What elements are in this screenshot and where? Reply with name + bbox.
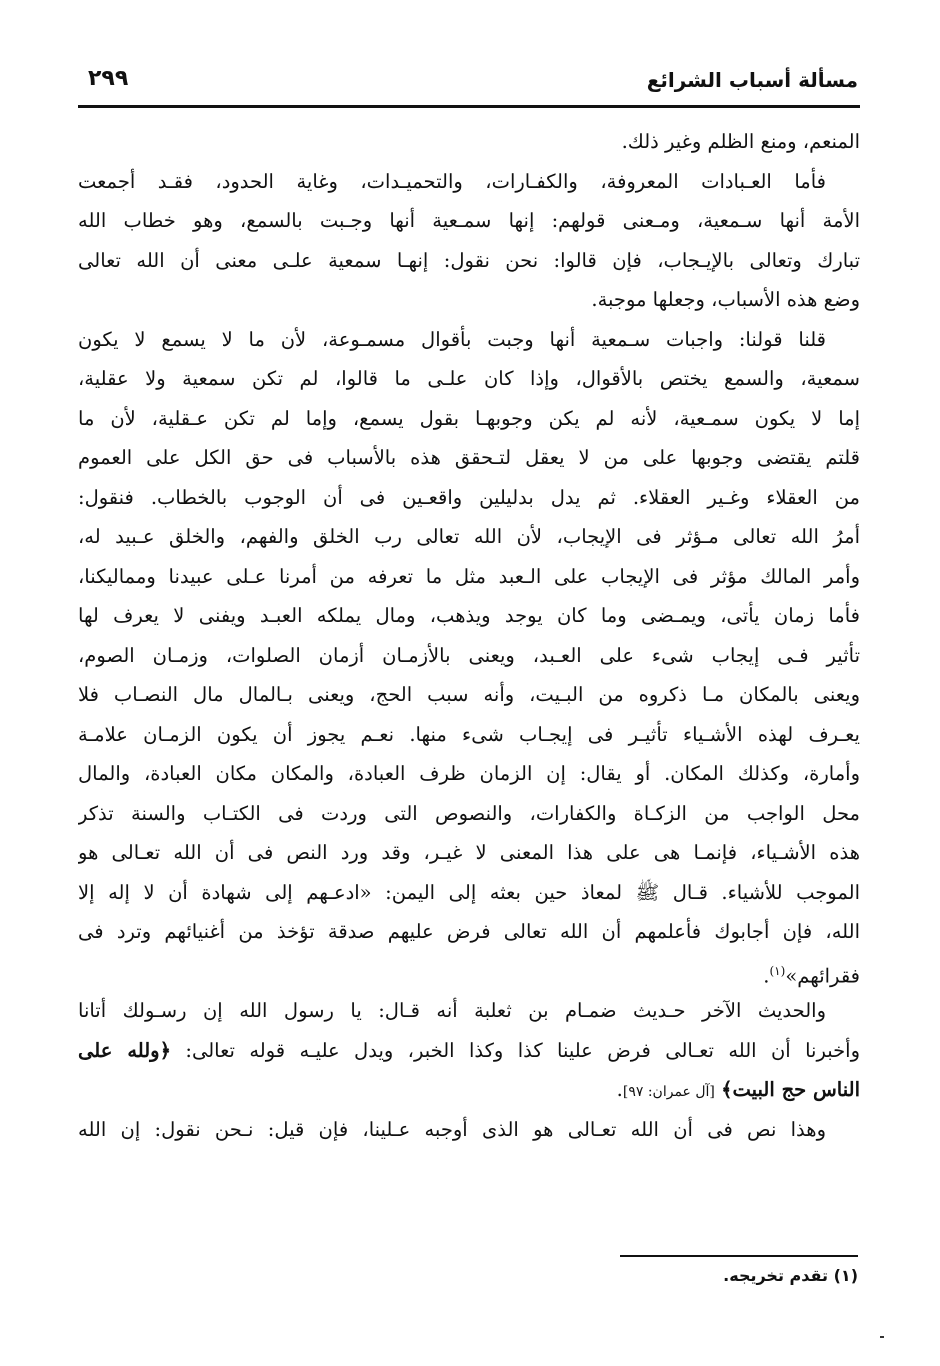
text-line: يعـرف لهذه الأشـياء تأثيـر فى إيجـاب شىء منها. نعـم يجوز أن يكون الزمـان علامـة — [78, 722, 860, 746]
text-line: إما لا يكون سمـعية، لأنه لم يكن وجوبهـا بقول يسمع، وإما لم تكن عـقلية، لأن ما — [78, 406, 860, 430]
paragraph-first-line: فأما العـبادات المعروفة، والكفـارات، والتحميـدات، وغاية الحدود، فقـد أجمعت — [78, 169, 826, 193]
text-line: ويعنى بالمكان مـا ذكروه من البـيت، وأنه سبب الحج، ويعنى بـالمال مال النصـاب فلا — [78, 683, 860, 706]
footnote-divider — [620, 1255, 858, 1257]
text-line: قلتم يقتضى وجوبها على من لا يعقل لتـحقق هذه بالأسباب فى حق الكل على العموم — [78, 446, 860, 469]
running-title: مسألة أسباب الشرائع — [646, 68, 858, 92]
footnote: (١) تقدم تخريجه. — [723, 1266, 858, 1285]
footnote-reference: (١) — [769, 963, 786, 978]
scan-mark — [880, 1336, 884, 1338]
text-line: محل الواجب من الزكـاة والكفارات، والنصوص التى وردت فى الكتـاب والسنة تذكر — [78, 801, 860, 825]
text-line: المنعم، ومنع الظلم وغير ذلك. — [621, 130, 860, 153]
header-divider — [78, 105, 860, 108]
text-line: سمعية، والسمع يختص بالأقوال، وإذا كان علـى ما قالوا، لم تكن سمعية ولا عقلية، — [78, 367, 860, 390]
hadith-end: فقرائهم» — [785, 964, 860, 987]
text-line-with-quran: الناس حج البيت﴾ [آل عمران: ٩٧]. — [616, 1078, 860, 1101]
text-line: تأثير فـى إيجاب شىء على العـبد، ويعنى بالأزمـان أزمان الصلوات، وزمـان الصوم، — [78, 643, 860, 667]
quran-verse-end: الناس حج البيت﴾ — [721, 1078, 860, 1101]
text-line: الأمة أنها سـمعية، ومـعنى قولهم: إنها سمـعية أنها وجـبت بالسمع، وهو خطاب الله — [78, 209, 860, 232]
text-line: وأمر المالك مؤثر فى الإيجاب على الـعبد مثل ما تعرفه من أمرنا عـلى عبيدنا ومماليكنا، — [78, 564, 860, 588]
text-line-with-quran — [78, 1031, 860, 1071]
text-line: وأمارة، وكذلك المكان. أو يقال: إن الزمان ظرف العبادة، والمكان مكان العبادة، والمال — [78, 762, 860, 785]
page-header — [78, 64, 858, 104]
page-number: ٢٩٩ — [88, 66, 129, 91]
text-line: أمرُ الله تعالى مـؤثر فى الإيجاب، لأن الله تعالى رب الخلق والفهم، والخلق عـبيد له، — [78, 525, 860, 548]
text-line: تبارك وتعالى بالإيـجاب، فإن قالوا: نحن نقول: إنهـا سمعية علـى معنى أن الله تعالى — [78, 248, 860, 272]
quran-reference: [آل عمران: ٩٧] — [622, 1084, 715, 1100]
text-line: الله، فإن أجابوك فأعلمهم أن الله تعالى فرض عليهم صدقة تؤخذ من أغنيائهم وترد فى — [78, 920, 860, 943]
text-line: من العقلاء وغـير العقلاء. ثم يدل بدليلين واقعـين فى أن الوجوب بالخطاب. فنقول: — [78, 485, 860, 509]
paragraph-first-line: وهذا نص فى أن الله تعـالى هو الذى أوجبه عـلينا، فإن قيل: نـحن نقول: إن الله — [78, 1117, 826, 1141]
text-line: هذه الأشـياء، فإنمـا هى على هذا المعنى لا غيـر، وقد ورد النص فى أن الله تعـالى هو — [78, 841, 860, 864]
paragraph-first-line: والحديث الآخر حـديث ضمـام بن ثعلبة أنه قـال: يا رسول الله إن رسـولك أتانا — [78, 999, 826, 1022]
text-line: وضع هذه الأسباب، وجعلها موجبة. — [591, 288, 860, 311]
quran-verse-start: ﴿ولله على — [78, 1038, 172, 1062]
text-line: فأما زمان يأتى، ويمـضى وما كان يوجد ويذهب، ومال يملكه العبـد ويفنى لا يعرف لها — [78, 604, 860, 627]
text-line: الموجب للأشياء. قـال ﷺ لمعاذ حين بعثه إلى اليمن: «ادعـهم إلى شهادة أن لا إله إلا — [78, 880, 860, 904]
body-text — [78, 122, 860, 1149]
text-line-with-footnote: فقرائهم»$^{(١)}$. — [763, 963, 860, 987]
paragraph-first-line: قلنا قولنا: واجبات سـمعية أنها وجبت بأقوال مسمـوعة، لأن ما لا يسمع لا يكون — [78, 327, 826, 351]
text-segment: وأخبرنا أن الله تعـالى فرض علينا كذا وكذا الخبر، ويدل عليـه قوله تعالى: — [185, 1038, 860, 1062]
